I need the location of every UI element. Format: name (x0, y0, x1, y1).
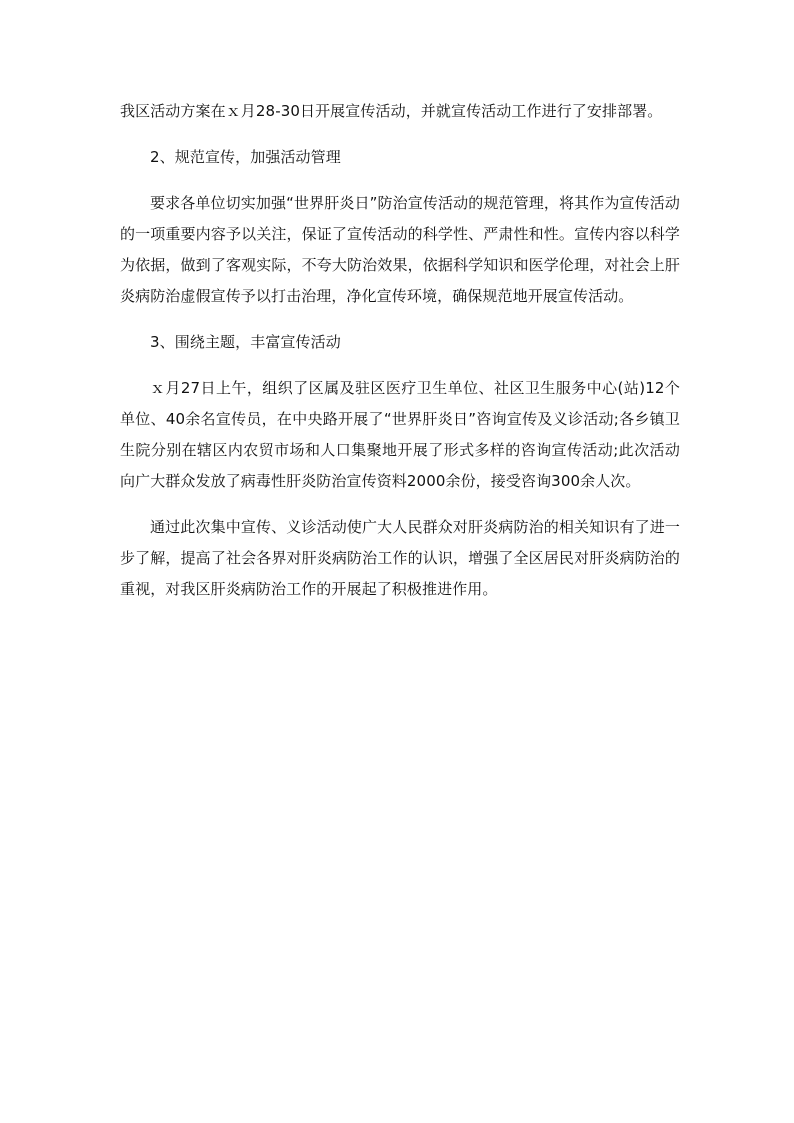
section-heading-3: 3、围绕主题，丰富宣传活动 (150, 333, 341, 351)
section-paragraph-2: 要求各单位切实加强“世界肝炎日”防治宣传活动的规范管理，将其作为宣传活动的一项重要内容予以关注，保证了宣传活动的科学性、严肃性和性。宣传内容以科学为依据，做到了客观实际，不夸大防治效果，依据科学知识和医学伦理，对社会上肝炎病防治虚假宣传予以打击治理，净化宣传环境，确保规范地开展宣传活动。 (120, 194, 680, 305)
conclusion-paragraph: 通过此次集中宣传、义诊活动使广大人民群众对肝炎病防治的相关知识有了进一步了解，提高了社会各界对肝炎病防治工作的认识，增强了全区居民对肝炎病防治的重视，对我区肝炎病防治工作的开展起了积极推进作用。 (120, 518, 680, 598)
document-body (120, 96, 680, 620)
section-paragraph-3: ｘ月27日上午，组织了区属及驻区医疗卫生单位、社区卫生服务中心(站)12个单位、40余名宣传员，在中央路开展了“世界肝炎日”咨询宣传及义诊活动;各乡镇卫生院分别在辖区内农贸市场和人口集聚地开展了形式多样的咨询宣传活动;此次活动向广大群众发放了病毒性肝炎防治宣传资料2000余份，接受咨询300余人次。 (120, 379, 680, 490)
section-heading-2: 2、规范宣传，加强活动管理 (150, 148, 341, 166)
intro-paragraph: 我区活动方案在ｘ月28-30日开展宣传活动，并就宣传活动工作进行了安排部署。 (120, 102, 663, 120)
